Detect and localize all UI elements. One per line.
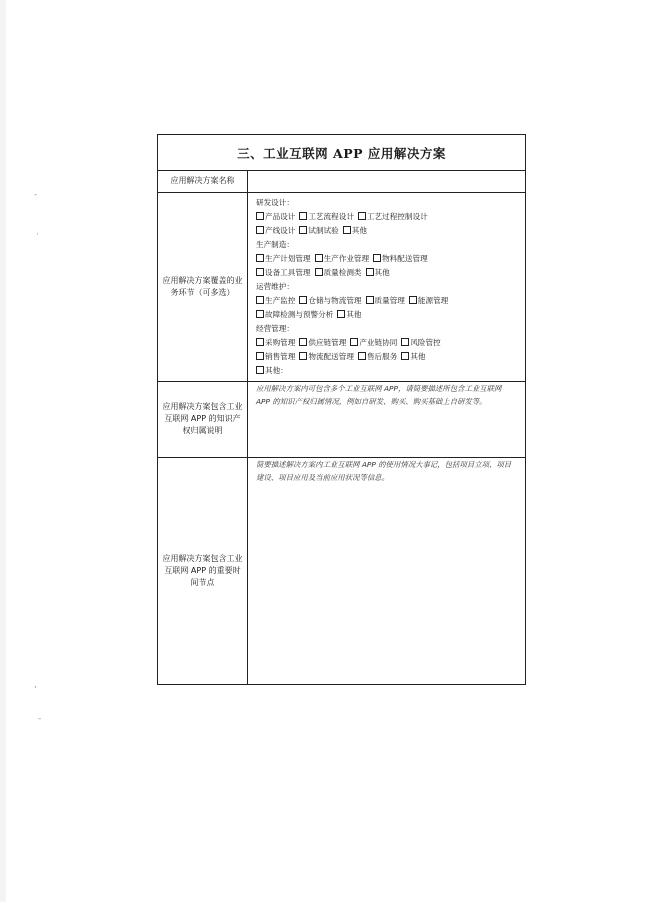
checkbox-option[interactable] xyxy=(256,210,295,224)
checkbox-label: 售后服务 xyxy=(366,352,398,361)
checkbox-label: 生产作业管理 xyxy=(323,254,370,263)
checkbox-option[interactable] xyxy=(373,252,428,266)
ip-ownership-hint[interactable]: 应用解决方案内可包含多个工业互联网 APP，请简要描述所包含工业互联网 APP 的知识产权归属情况，例如自研发、购买、购买基础上自研发等。 xyxy=(256,384,502,406)
option-line xyxy=(256,350,517,364)
checkbox-label: 设备工具管理 xyxy=(265,268,311,277)
checkbox-label: 试制试验 xyxy=(308,226,339,235)
checkbox-option[interactable] xyxy=(315,266,362,280)
checkbox-icon[interactable] xyxy=(256,296,264,304)
checkbox-option[interactable] xyxy=(315,252,370,266)
checkbox-option[interactable] xyxy=(337,308,361,322)
business-coverage-label: 应用解决方案覆盖的业务环节（可多选） xyxy=(158,192,248,381)
option-line xyxy=(256,364,517,378)
checkbox-icon[interactable] xyxy=(299,296,307,304)
checkbox-option[interactable] xyxy=(256,266,311,280)
checkbox-icon[interactable] xyxy=(256,254,264,262)
checkbox-label: 风险管控 xyxy=(410,338,441,347)
checkbox-label: 物流配送管理 xyxy=(308,352,354,361)
checkbox-label: 其他 xyxy=(374,268,390,277)
section-heading: 研发设计： xyxy=(256,198,294,207)
checkbox-option[interactable] xyxy=(401,350,425,364)
option-line xyxy=(256,224,517,238)
section-heading: 运营维护： xyxy=(256,282,294,291)
checkbox-option[interactable] xyxy=(343,224,367,238)
checkbox-label: 采购管理 xyxy=(265,338,296,347)
checkbox-icon[interactable] xyxy=(256,366,264,374)
checkbox-option[interactable] xyxy=(409,294,448,308)
checkbox-icon[interactable] xyxy=(315,254,323,262)
checkbox-icon[interactable] xyxy=(256,212,264,220)
checkbox-option[interactable] xyxy=(299,350,354,364)
checkbox-option[interactable] xyxy=(299,224,338,238)
scan-speck: - xyxy=(38,714,42,724)
checkbox-icon[interactable] xyxy=(366,268,374,276)
form-title-row xyxy=(158,135,525,171)
checkbox-icon[interactable] xyxy=(358,352,366,360)
checkbox-option[interactable] xyxy=(358,350,397,364)
checkbox-option[interactable] xyxy=(350,336,397,350)
milestones-row xyxy=(158,457,525,684)
checkbox-label: 工艺过程控制设计 xyxy=(366,212,428,221)
scan-speck: · xyxy=(36,230,39,240)
checkbox-icon[interactable] xyxy=(358,212,366,220)
checkbox-icon[interactable] xyxy=(373,254,381,262)
page-shadow-edge xyxy=(0,0,6,902)
checkbox-option[interactable] xyxy=(256,336,295,350)
checkbox-label: 质量检测类 xyxy=(323,268,362,277)
checkbox-label: 销售管理 xyxy=(265,352,296,361)
form-title: 三、工业互联网 APP 应用解决方案 xyxy=(237,145,446,161)
checkbox-label: 质量管理 xyxy=(374,296,405,305)
milestones-label: 应用解决方案包含工业互联网 APP 的重要时间节点 xyxy=(158,457,248,684)
checkbox-option[interactable] xyxy=(299,294,361,308)
checkbox-icon[interactable] xyxy=(256,352,264,360)
scan-speck: - xyxy=(34,190,38,200)
checkbox-option[interactable] xyxy=(256,252,311,266)
checkbox-label: 产品设计 xyxy=(265,212,296,221)
checkbox-label: 生产监控 xyxy=(265,296,296,305)
checkbox-option[interactable] xyxy=(256,224,295,238)
checkbox-option[interactable] xyxy=(358,210,428,224)
checkbox-option[interactable] xyxy=(256,350,295,364)
checkbox-label: 产线设计 xyxy=(265,226,296,235)
checkbox-option[interactable] xyxy=(256,364,288,378)
application-solution-form xyxy=(157,134,526,685)
checkbox-label: 工艺流程设计 xyxy=(308,212,354,221)
option-line xyxy=(256,252,517,266)
solution-name-field[interactable] xyxy=(248,170,525,192)
option-line xyxy=(256,336,517,350)
checkbox-option[interactable] xyxy=(366,294,405,308)
checkbox-label: 供应链管理 xyxy=(308,338,347,347)
checkbox-label: 其他： xyxy=(265,366,288,375)
option-line xyxy=(256,210,517,224)
checkbox-icon[interactable] xyxy=(256,268,264,276)
checkbox-icon[interactable] xyxy=(350,338,358,346)
option-line xyxy=(256,294,517,308)
option-line xyxy=(256,266,517,280)
checkbox-label: 其他 xyxy=(410,352,426,361)
checkbox-icon[interactable] xyxy=(409,296,417,304)
ip-ownership-label: 应用解决方案包含工业互联网 APP 的知识产权归属说明 xyxy=(158,381,248,457)
solution-name-label: 应用解决方案名称 xyxy=(158,170,248,192)
checkbox-icon[interactable] xyxy=(256,338,264,346)
option-line xyxy=(256,308,517,322)
checkbox-option[interactable] xyxy=(256,308,333,322)
checkbox-icon[interactable] xyxy=(401,338,409,346)
business-coverage-row xyxy=(158,192,525,382)
ip-ownership-row xyxy=(158,381,525,458)
checkbox-icon[interactable] xyxy=(299,352,307,360)
checkbox-icon[interactable] xyxy=(337,310,345,318)
checkbox-icon[interactable] xyxy=(299,226,307,234)
checkbox-icon[interactable] xyxy=(299,212,307,220)
business-coverage-options xyxy=(248,192,525,381)
checkbox-option[interactable] xyxy=(299,210,354,224)
checkbox-option[interactable] xyxy=(401,336,440,350)
checkbox-icon[interactable] xyxy=(366,296,374,304)
checkbox-label: 仓储与物流管理 xyxy=(308,296,362,305)
checkbox-label: 其他 xyxy=(351,226,367,235)
checkbox-icon[interactable] xyxy=(299,338,307,346)
checkbox-icon[interactable] xyxy=(343,226,351,234)
milestones-hint[interactable]: 简要描述解决方案内工业互联网 APP 的使用情况大事记，包括项目立项、项目建设、项目应用及当前应用状况等信息。 xyxy=(256,460,512,482)
checkbox-label: 能源管理 xyxy=(417,296,449,305)
checkbox-icon[interactable] xyxy=(315,268,323,276)
checkbox-option[interactable] xyxy=(256,294,295,308)
checkbox-icon[interactable] xyxy=(401,352,409,360)
checkbox-option[interactable] xyxy=(366,266,390,280)
scan-speck: , xyxy=(34,680,37,690)
checkbox-option[interactable] xyxy=(299,336,346,350)
checkbox-icon[interactable] xyxy=(256,310,264,318)
checkbox-label: 产业链协同 xyxy=(359,338,398,347)
checkbox-icon[interactable] xyxy=(256,226,264,234)
checkbox-label: 生产计划管理 xyxy=(265,254,311,263)
section-heading: 经营管理： xyxy=(256,324,294,333)
section-heading: 生产制造： xyxy=(256,240,294,249)
checkbox-label: 其他 xyxy=(346,310,362,319)
solution-name-row xyxy=(158,170,525,193)
checkbox-label: 故障检测与预警分析 xyxy=(265,310,334,319)
checkbox-label: 物料配送管理 xyxy=(382,254,428,263)
